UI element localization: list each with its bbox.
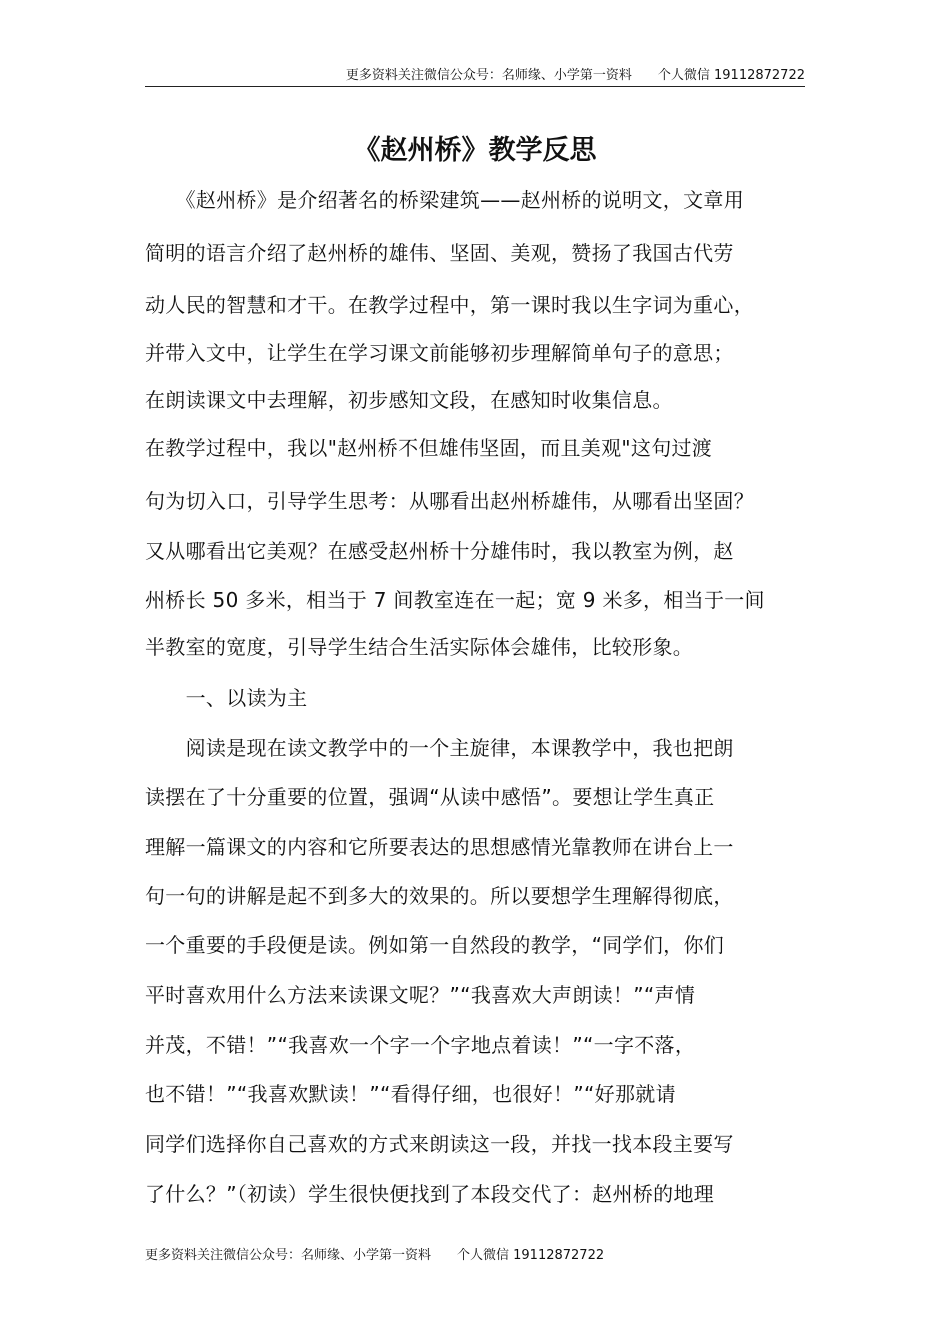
body-line: 阅读是现在读文教学中的一个主旋律，本课教学中，我也把朗 — [145, 736, 734, 760]
body-line: 了什么？”（初读）学生很快便找到了本段交代了：赵州桥的地理 — [145, 1182, 715, 1206]
body-line: 简明的语言介绍了赵州桥的雄伟、坚固、美观，赞扬了我国古代劳 — [145, 241, 734, 265]
body-line: 平时喜欢用什么方法来读课文呢？”“我喜欢大声朗读！”“声情 — [145, 983, 696, 1007]
body-line: 州桥长 50 多米，相当于 7 间教室连在一起；宽 9 米多，相当于一间 — [145, 588, 765, 612]
body-line: 也不错！”“我喜欢默读！”“看得仔细，也很好！”“好那就请 — [145, 1082, 676, 1106]
body-line: 动人民的智慧和才干。在教学过程中，第一课时我以生字词为重心， — [145, 293, 754, 317]
body-line: 句一句的讲解是起不到多大的效果的。所以要想学生理解得彻底， — [145, 884, 734, 908]
body-line: 在朗读课文中去理解，初步感知文段，在感知时收集信息。 — [145, 388, 673, 412]
body-line: 理解一篇课文的内容和它所要表达的思想感情光靠教师在讲台上一 — [145, 835, 734, 859]
body-line: 并带入文中，让学生在学习课文前能够初步理解简单句子的意思； — [145, 341, 734, 365]
body-line: 读摆在了十分重要的位置，强调“从读中感悟”。要想让学生真正 — [145, 785, 715, 809]
body-line: 在教学过程中，我以"赵州桥不但雄伟坚固，而且美观"这句过渡 — [145, 436, 713, 460]
section-heading: 一、以读为主 — [145, 686, 308, 710]
header-divider — [145, 86, 805, 87]
body-line: 又从哪看出它美观？在感受赵州桥十分雄伟时，我以教室为例，赵 — [145, 539, 734, 563]
body-line: 句为切入口，引导学生思考：从哪看出赵州桥雄伟，从哪看出坚固？ — [145, 489, 754, 513]
body-line: 并茂，不错！”“我喜欢一个字一个字地点着读！”“一字不落， — [145, 1033, 696, 1057]
page-header: 更多资料关注微信公众号：名师缘、小学第一资料 个人微信 19112872722 — [345, 68, 805, 83]
page-footer: 更多资料关注微信公众号：名师缘、小学第一资料 个人微信 19112872722 — [145, 1248, 605, 1263]
body-line: 半教室的宽度，引导学生结合生活实际体会雄伟，比较形象。 — [145, 635, 694, 659]
body-line: 同学们选择你自己喜欢的方式来朗读这一段，并找一找本段主要写 — [145, 1132, 734, 1156]
body-line: 《赵州桥》是介绍著名的桥梁建筑——赵州桥的说明文，文章用 — [145, 188, 744, 212]
body-line: 一个重要的手段便是读。例如第一自然段的教学，“同学们，你们 — [145, 933, 725, 957]
document-title: 《赵州桥》教学反思 — [353, 135, 597, 166]
